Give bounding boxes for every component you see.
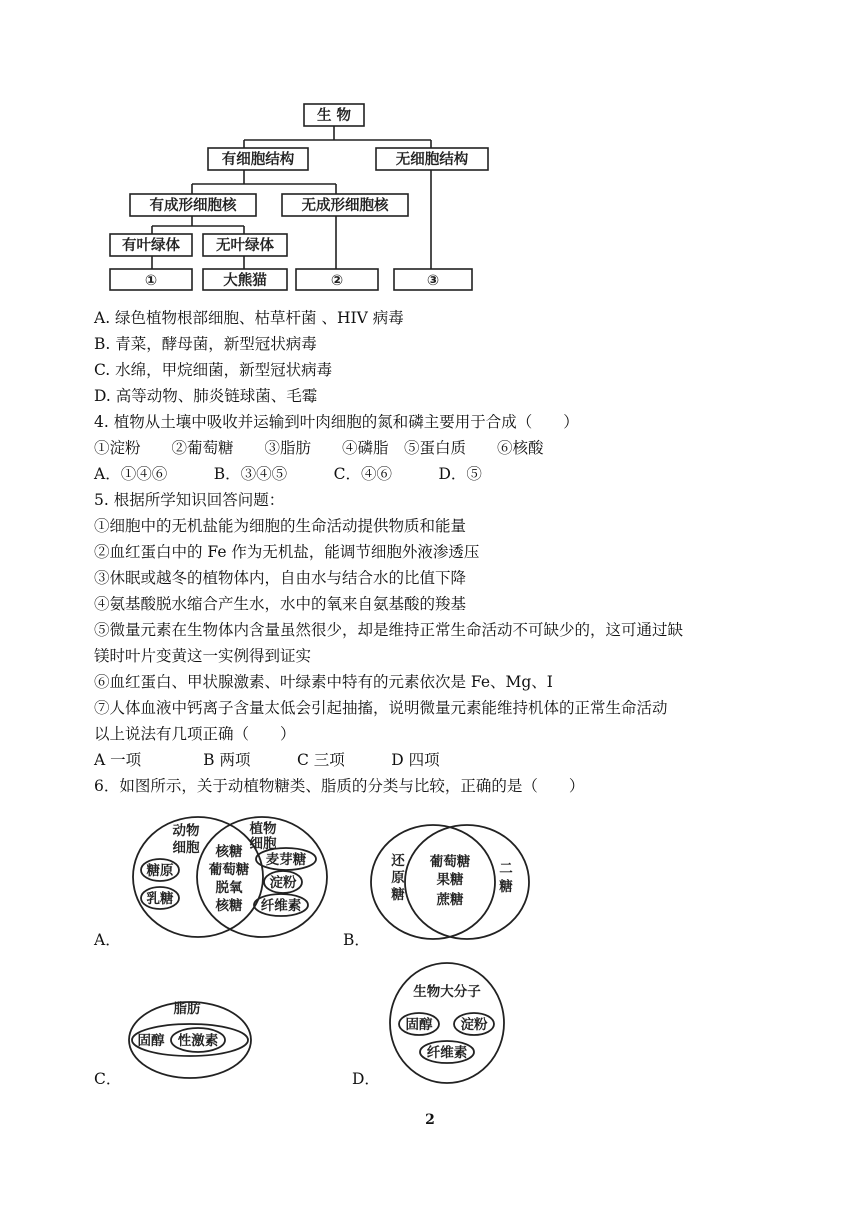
d-starch-label: 淀粉 — [460, 1017, 488, 1033]
b-glucose-label: 葡萄糖 — [429, 854, 471, 870]
tree-root-label: 生 物 — [316, 108, 352, 124]
c-hormone-label: 性激素 — [177, 1033, 219, 1049]
a-glycogen-label: 糖原 — [146, 863, 174, 879]
q5-statement-3: ③休眠或越冬的植物体内，自由水与结合水的比值下降 — [94, 569, 467, 587]
d-cellulose-label: 纤维素 — [426, 1045, 468, 1061]
a-maltose-label: 麦芽糖 — [265, 852, 307, 868]
a-plant-label-2: 细胞 — [249, 836, 277, 852]
a-glucose-label: 葡萄糖 — [208, 862, 250, 878]
b-reducing-label-2: 原 — [391, 870, 405, 886]
d-macro-label: 生物大分子 — [413, 984, 481, 1000]
q5-question: 以上说法有几项正确（ ） — [94, 725, 296, 743]
a-animal-label-2: 细胞 — [172, 840, 200, 856]
a-cellulose-label: 纤维素 — [260, 898, 302, 914]
b-di-label-1: 二 — [499, 861, 513, 877]
a-deoxy-label: 脱氧 — [215, 880, 243, 896]
tree-no-nucleus-label: 无成形细胞核 — [301, 198, 389, 214]
tree-leaf4-label: ③ — [426, 273, 440, 289]
c-fat-label: 脂肪 — [173, 1001, 201, 1017]
q6-stem: 6．如图所示，关于动植物糖类、脂质的分类与比较，正确的是（ ） — [94, 777, 585, 795]
a-lactose-label: 乳糖 — [146, 891, 174, 907]
venn-diagram-d — [390, 963, 504, 1083]
q3-option-c: C. 水绵，甲烷细菌，新型冠状病毒 — [94, 361, 333, 379]
c-sterol-label: 固醇 — [137, 1033, 165, 1049]
q3-option-d: D. 高等动物、肺炎链球菌、毛霉 — [94, 387, 318, 405]
venn-diagram-a — [133, 817, 327, 937]
q5-statement-4: ④氨基酸脱水缩合产生水，水中的氧来自氨基酸的羧基 — [94, 595, 467, 613]
q4-stem: 4. 植物从土壤中吸收并运输到叶肉细胞的氮和磷主要用于合成（ ） — [94, 413, 579, 431]
venn-diagram-b — [371, 825, 529, 939]
q3-option-a: A. 绿色植物根部细胞、枯草杆菌 、HIV 病毒 — [94, 309, 404, 327]
b-fructose-label: 果糖 — [436, 872, 464, 888]
q6-option-a-label: A． — [94, 931, 121, 949]
tree-leaf1-label: ① — [144, 273, 158, 289]
b-reducing-label-3: 糖 — [391, 887, 405, 903]
venn-diagram-c — [129, 1000, 251, 1078]
q6-option-d-label: D． — [352, 1070, 380, 1088]
q5-stem: 5. 根据所学知识回答问题： — [94, 491, 285, 509]
q5-statement-5-cont: 镁时叶片变黄这一实例得到证实 — [94, 647, 312, 665]
tree-nucleus-label: 有成形细胞核 — [149, 198, 237, 214]
a-animal-label: 动物 — [172, 823, 200, 839]
q5-statement-7: ⑦人体血液中钙离子含量太低会引起抽搐，说明微量元素能维持机体的正常生命活动 — [94, 699, 668, 717]
a-plant-label: 植物 — [249, 821, 277, 837]
tree-no-chloroplast-label: 无叶绿体 — [216, 238, 274, 254]
q3-option-b: B. 青菜，酵母菌，新型冠状病毒 — [94, 335, 317, 353]
q5-statement-1: ①细胞中的无机盐能为细胞的生命活动提供物质和能量 — [94, 517, 467, 535]
a-deoxy-label-2: 核糖 — [215, 898, 243, 914]
tree-acellular-label: 无细胞结构 — [395, 152, 469, 168]
tree-leaf3-label: ② — [330, 273, 344, 289]
q4-options: A．①④⑥ B．③④⑤ C．④⑥ D．⑤ — [94, 465, 482, 483]
page-number: 2 — [425, 1112, 435, 1128]
a-ribose-label: 核糖 — [215, 844, 243, 860]
q5-statement-6: ⑥血红蛋白、甲状腺激素、叶绿素中特有的元素依次是 Fe、Mg、I — [94, 673, 553, 691]
q4-items: ①淀粉 ②葡萄糖 ③脂肪 ④磷脂 ⑤蛋白质 ⑥核酸 — [94, 439, 544, 457]
b-reducing-label-1: 还 — [391, 853, 405, 869]
q5-statement-2: ②血红蛋白中的 Fe 作为无机盐，能调节细胞外液渗透压 — [94, 543, 480, 561]
tree-leaf2-label: 大熊猫 — [223, 273, 267, 289]
q5-statement-5: ⑤微量元素在生物体内含量虽然很少，却是维持正常生命活动不可缺少的，这可通过缺 — [94, 621, 684, 639]
tree-cellular-label: 有细胞结构 — [221, 152, 295, 168]
q5-options: A 一项 B 两项 C 三项 D 四项 — [94, 751, 440, 769]
q6-option-b-label: B． — [343, 931, 370, 949]
q6-option-c-label: C． — [94, 1070, 122, 1088]
tree-chloroplast-label: 有叶绿体 — [122, 238, 180, 254]
b-sucrose-label: 蔗糖 — [436, 892, 464, 908]
b-di-label-2: 糖 — [499, 879, 513, 895]
a-starch-label: 淀粉 — [269, 875, 297, 891]
d-sterol-label: 固醇 — [405, 1017, 433, 1033]
